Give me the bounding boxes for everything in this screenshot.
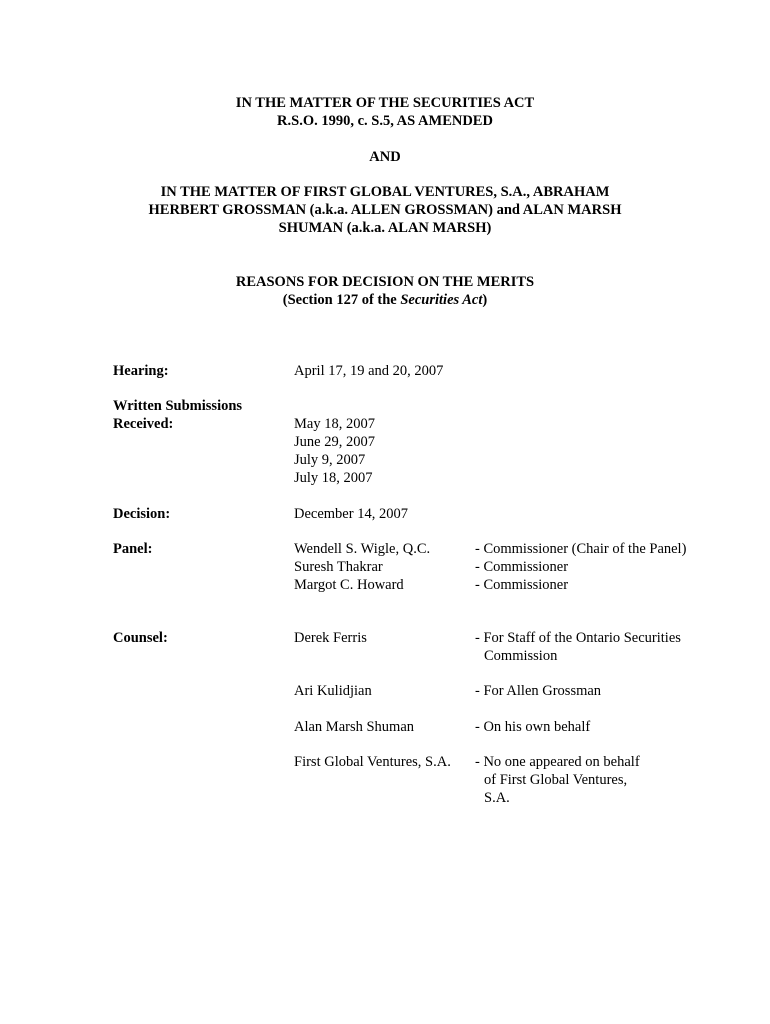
counsel-role (475, 682, 735, 700)
panel-roles (475, 540, 735, 594)
submissions-label (113, 397, 283, 433)
act-heading-line-1: IN THE MATTER OF THE SECURITIES ACT (235, 95, 535, 111)
panel-member-role: - Commissioner (Chair of the Panel) (475, 541, 687, 557)
parties-heading-line-2: HERBERT GROSSMAN (a.k.a. ALLEN GROSSMAN) and ALAN MARSH (148, 202, 622, 218)
panel-label: Panel: (113, 541, 153, 557)
counsel-name: Derek Ferris (294, 630, 367, 646)
counsel-role (475, 629, 735, 665)
submission-date: June 29, 2007 (294, 434, 375, 450)
submissions-dates (294, 415, 474, 487)
counsel-role-line: - On his own behalf (475, 719, 591, 735)
parties-heading (0, 183, 770, 237)
counsel-name: Alan Marsh Shuman (294, 719, 415, 735)
counsel-label: Counsel: (113, 630, 168, 646)
panel-member-name: Margot C. Howard (294, 577, 404, 593)
reasons-suffix: ) (482, 292, 488, 308)
counsel-name: Ari Kulidjian (294, 683, 372, 699)
parties-heading-line-3: SHUMAN (a.k.a. ALAN MARSH) (278, 220, 492, 236)
hearing-value: April 17, 19 and 20, 2007 (294, 363, 444, 379)
reasons-heading-line-2 (0, 291, 770, 309)
counsel-role (475, 718, 735, 736)
submission-date: May 18, 2007 (294, 416, 375, 432)
counsel-role-line: - For Allen Grossman (475, 683, 602, 699)
counsel-role-line: of First Global Ventures, (484, 772, 628, 788)
counsel-role (475, 753, 735, 807)
hearing-label: Hearing: (113, 363, 169, 379)
parties-heading-line-1: IN THE MATTER OF FIRST GLOBAL VENTURES, S.A., ABRAHAM (160, 184, 610, 200)
and-heading: AND (369, 149, 401, 165)
reasons-heading-line-1: REASONS FOR DECISION ON THE MERITS (235, 274, 535, 290)
reasons-act-name: Securities Act (400, 292, 483, 308)
submissions-label-line-2: Received: (113, 416, 174, 432)
act-heading-line-2: R.S.O. 1990, c. S.5, AS AMENDED (277, 113, 493, 129)
counsel-role-line: - For Staff of the Ontario Securities (475, 630, 681, 646)
panel-member-role: - Commissioner (475, 559, 569, 575)
submission-date: July 9, 2007 (294, 452, 366, 468)
counsel-role-line: S.A. (484, 790, 510, 806)
panel-names (294, 540, 474, 594)
act-heading (0, 94, 770, 130)
panel-member-role: - Commissioner (475, 577, 569, 593)
submissions-label-line-1: Written Submissions (113, 398, 243, 414)
panel-member-name: Suresh Thakrar (294, 559, 383, 575)
decision-value: December 14, 2007 (294, 506, 408, 522)
reasons-heading (0, 273, 770, 309)
counsel-role-line: - No one appeared on behalf (475, 754, 640, 770)
submission-date: July 18, 2007 (294, 470, 373, 486)
counsel-name: First Global Ventures, S.A. (294, 754, 451, 770)
counsel-role-line: Commission (484, 648, 558, 664)
reasons-prefix: (Section 127 of the (282, 292, 401, 308)
panel-member-name: Wendell S. Wigle, Q.C. (294, 541, 431, 557)
decision-label: Decision: (113, 506, 171, 522)
